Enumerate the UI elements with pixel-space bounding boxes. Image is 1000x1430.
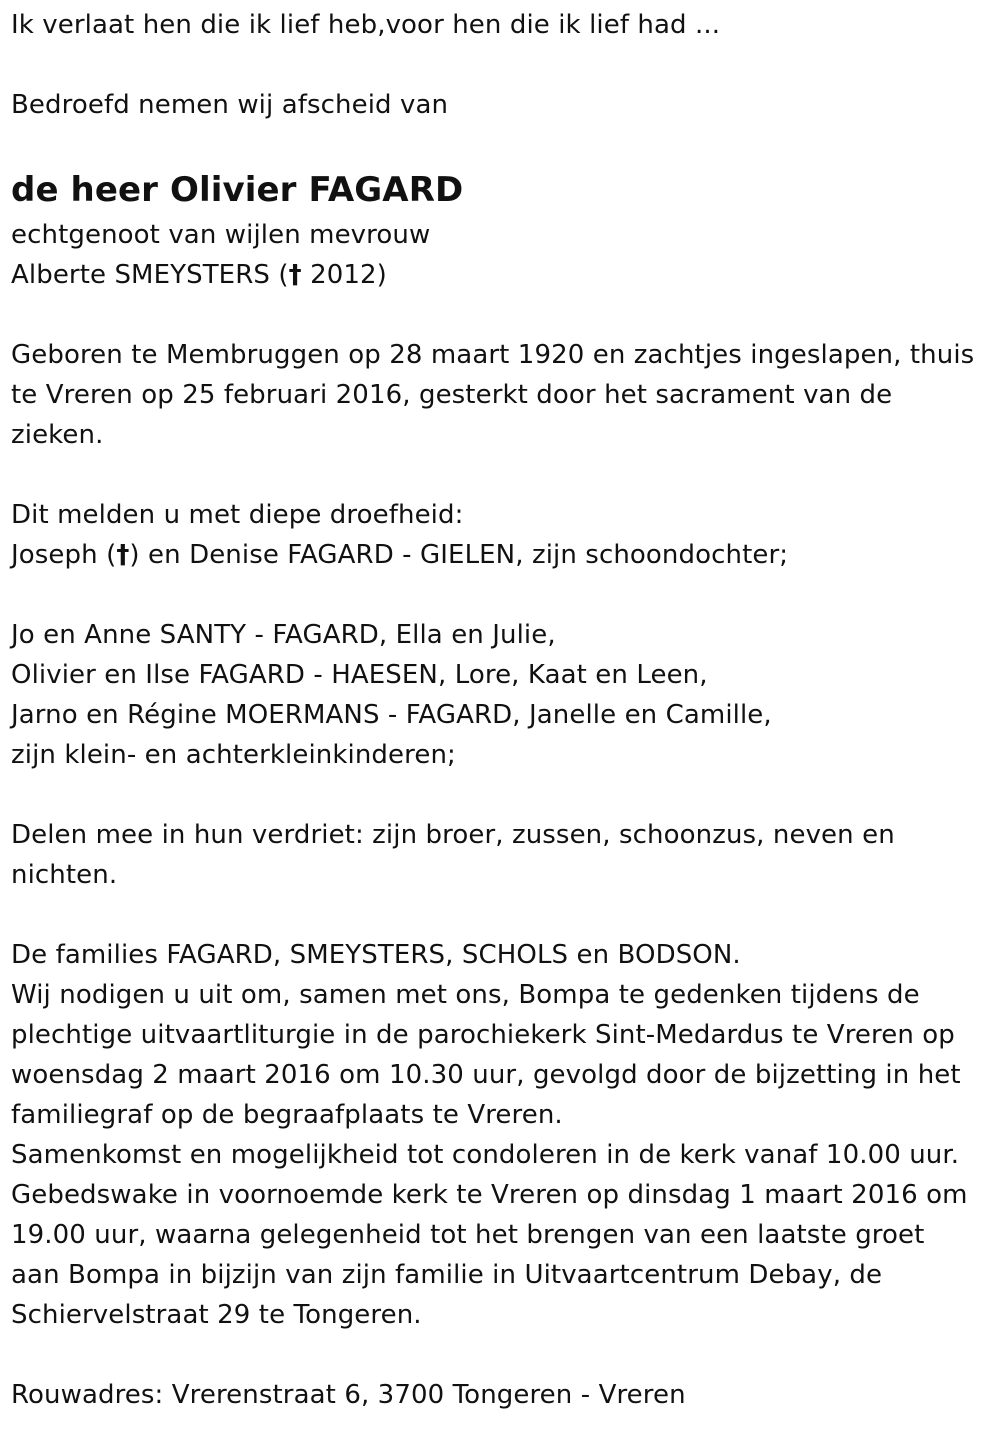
spacer — [11, 125, 996, 165]
text-line: zieken. — [11, 420, 104, 450]
spacer — [11, 295, 996, 335]
text-line: plechtige uitvaartliturgie in de parochiekerk Sint-Medardus te Vreren op — [11, 1020, 955, 1050]
text-line: Wij nodigen u uit om, samen met ons, Bompa te gedenken tijdens de — [11, 980, 920, 1010]
intro-quote: Ik verlaat hen die ik lief heb,voor hen die ik lief had ... — [11, 10, 721, 40]
spouse-death-year: 2012) — [301, 260, 387, 290]
relatives-paragraph — [11, 815, 996, 895]
daughter-in-law-name: ) en Denise FAGARD - GIELEN, zijn schoondochter; — [129, 540, 789, 570]
spacer — [11, 895, 996, 935]
spacer — [11, 45, 996, 85]
deceased-name: de heer Olivier FAGARD — [11, 170, 464, 210]
mourning-address: Rouwadres: Vrerenstraat 6, 3700 Tongeren - Vreren — [11, 1380, 686, 1410]
mourners-intro: Dit melden u met diepe droefheid: — [11, 500, 464, 530]
text-line: Gebedswake in voornoemde kerk te Vreren op dinsdag 1 maart 2016 om — [11, 1180, 968, 1210]
text-line: nichten. — [11, 860, 118, 890]
spacer — [11, 575, 996, 615]
funeral-paragraph — [11, 975, 996, 1335]
announcement: Bedroefd nemen wij afscheid van — [11, 90, 449, 120]
spouse-name: Alberte SMEYSTERS ( — [11, 260, 289, 290]
spacer — [11, 775, 996, 815]
spouse-line-1: echtgenoot van wijlen mevrouw — [11, 220, 431, 250]
obituary-notice — [11, 5, 996, 1415]
spacer — [11, 455, 996, 495]
text-line: Delen mee in hun verdriet: zijn broer, zussen, schoonzus, neven en — [11, 820, 895, 850]
text-line: familiegraf op de begraafplaats te Vreren. — [11, 1100, 563, 1130]
text-line: Geboren te Membruggen op 28 maart 1920 en zachtjes ingeslapen, thuis — [11, 340, 975, 370]
list-item: zijn klein- en achterkleinkinderen; — [11, 740, 456, 770]
text-line: 19.00 uur, waarna gelegenheid tot het brengen van een laatste groet — [11, 1220, 925, 1250]
list-item: Jo en Anne SANTY - FAGARD, Ella en Julie, — [11, 620, 556, 650]
spouse-line-2 — [11, 255, 996, 295]
text-line: Samenkomst en mogelijkheid tot condoleren in de kerk vanaf 10.00 uur. — [11, 1140, 960, 1170]
text-line: te Vreren op 25 februari 2016, gesterkt door het sacrament van de — [11, 380, 893, 410]
son-name: Joseph ( — [11, 540, 117, 570]
cross-icon: † — [116, 540, 130, 570]
text-line: aan Bompa in bijzijn van zijn familie in Uitvaartcentrum Debay, de — [11, 1260, 883, 1290]
families-line: De families FAGARD, SMEYSTERS, SCHOLS en BODSON. — [11, 940, 741, 970]
birth-death-paragraph — [11, 335, 996, 455]
list-item: Jarno en Régine MOERMANS - FAGARD, Janelle en Camille, — [11, 700, 772, 730]
cross-icon: † — [288, 260, 302, 290]
spacer — [11, 1335, 996, 1375]
grandchildren-list — [11, 615, 996, 775]
text-line: woensdag 2 maart 2016 om 10.30 uur, gevolgd door de bijzetting in het — [11, 1060, 961, 1090]
daughter-in-law-line — [11, 535, 996, 575]
spouse-block — [11, 215, 996, 295]
text-line: Schiervelstraat 29 te Tongeren. — [11, 1300, 422, 1330]
list-item: Olivier en Ilse FAGARD - HAESEN, Lore, Kaat en Leen, — [11, 660, 708, 690]
